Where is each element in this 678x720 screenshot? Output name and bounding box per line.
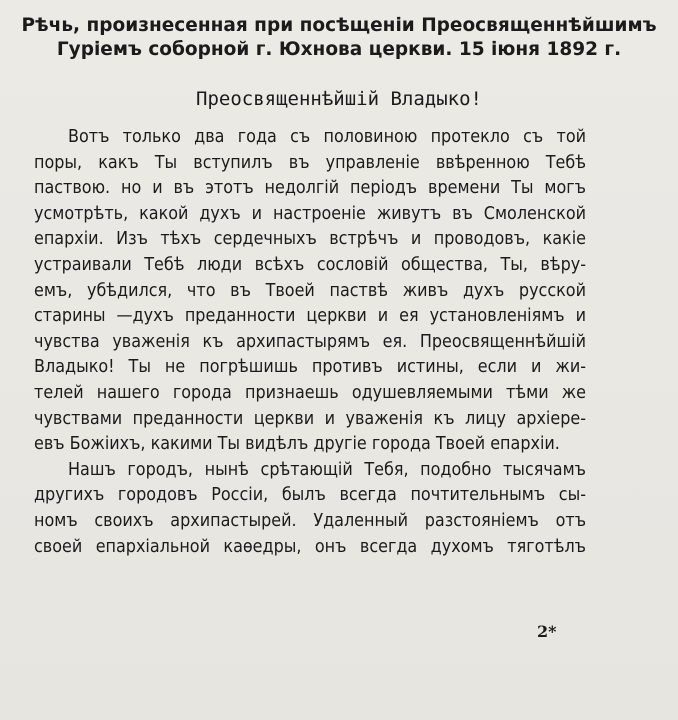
text-line: своей епархіальной каѳедры, онъ всегда духомъ тяготѣлъ [34, 535, 586, 557]
text-line: номъ своихъ архипастырей. Удаленный разстояніемъ отъ [34, 509, 586, 531]
text-line: паствою. но и въ этотъ недолгій періодъ времени Ты могъ [34, 177, 586, 199]
document-heading [14, 14, 664, 62]
paragraph-2 [34, 457, 586, 559]
text-line: усмотрѣть, какой духъ и настроеніе живутъ въ Смоленской [34, 202, 586, 224]
salutation: Преосвященнѣйшій Владыко! [196, 88, 482, 110]
text-line: Нашъ городъ, нынѣ срѣтающій Тебя, подобно тысячамъ [68, 458, 586, 480]
text-line: чувствами преданности церкви и уваженія къ лицу архіере- [34, 407, 586, 429]
heading-line-1: Рѣчь, произнесенная при посѣщеніи Преосвященнѣйшимъ [21, 15, 657, 36]
paragraph-1 [34, 124, 586, 457]
text-line: поры, какъ Ты вступилъ въ управленіе ввѣренною Тебѣ [34, 151, 586, 173]
speech-body [34, 124, 586, 559]
text-line: чувства уваженія къ архипастырямъ ея. Преосвященнѣйшій [34, 330, 586, 352]
text-line: Владыко! Ты не погрѣшишь противъ истины, если и жи- [34, 356, 586, 378]
page-number: 2* [537, 622, 557, 641]
text-line: емъ, убѣдился, что въ Твоей паствѣ живъ духъ русской [34, 279, 586, 301]
text-line: устраивали Тебѣ люди всѣхъ сословій общества, Ты, вѣру- [34, 253, 586, 275]
text-line: телей нашего города признаешь одушевляемыми тѣми же [34, 381, 586, 403]
text-line: другихъ городовъ Россіи, былъ всегда почтительнымъ сы- [34, 484, 586, 506]
text-line: старины —духъ преданности церкви и ея установленіямъ и [34, 305, 586, 327]
heading-line-2: Гуріемъ соборной г. Юхнова церкви. 15 іюня 1892 г. [56, 39, 622, 60]
text-line: епархіи. Изъ тѣхъ сердечныхъ встрѣчъ и проводовъ, какіе [34, 228, 586, 250]
text-line: евъ Божіихъ, какими Ты видѣлъ другіе города Твоей епархіи. [34, 433, 560, 455]
text-line: Вотъ только два года съ половиною протекло съ той [68, 126, 586, 147]
